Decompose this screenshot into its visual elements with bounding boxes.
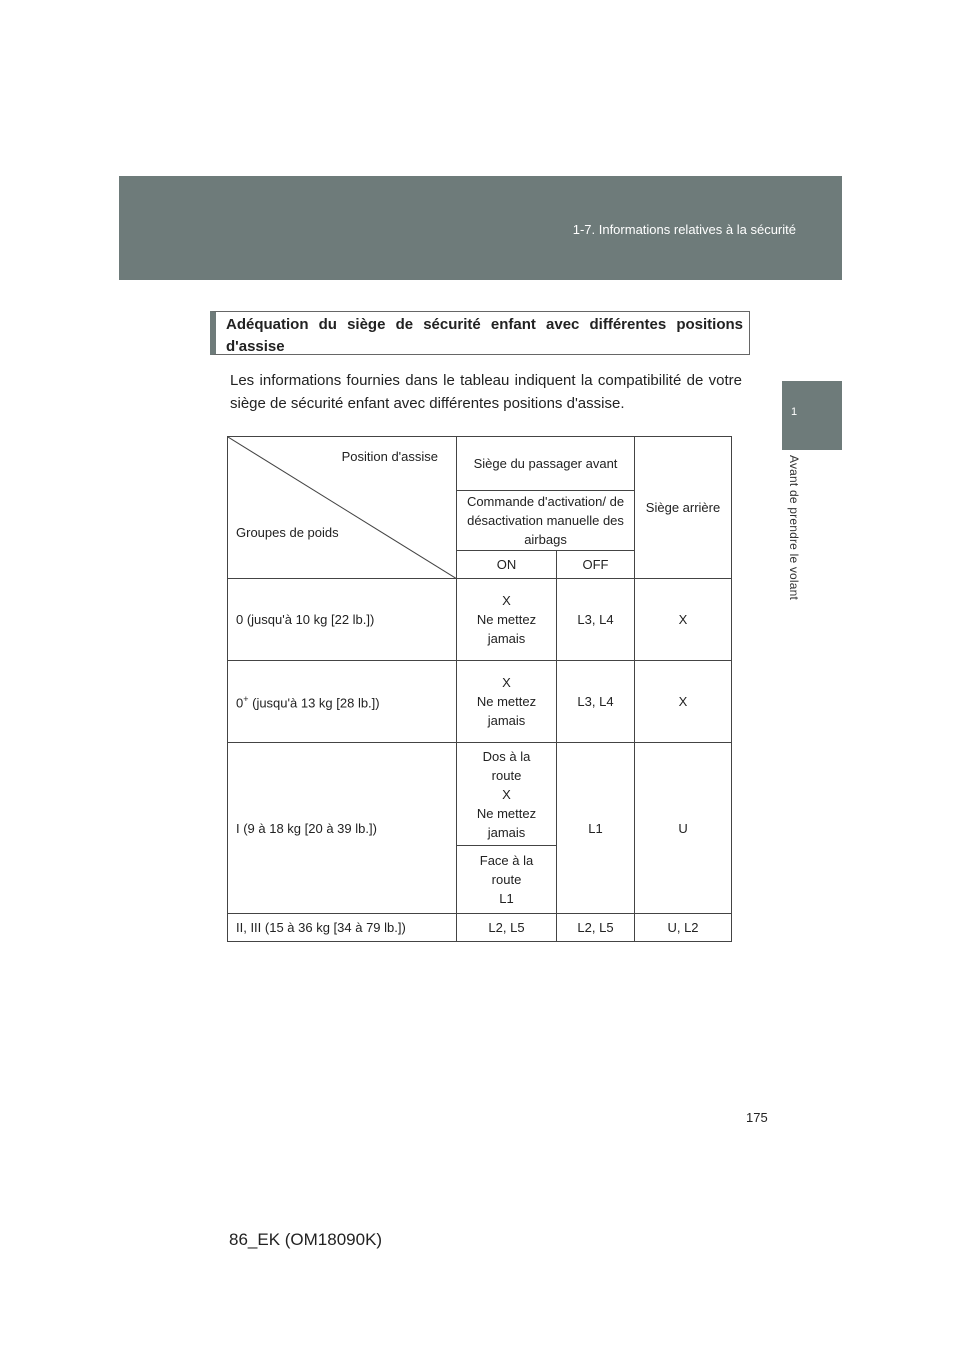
row-on-cell xyxy=(457,579,557,661)
row-on-line: X xyxy=(502,593,511,608)
header-off: OFF xyxy=(557,551,635,579)
row-group-rest: (jusqu'à 13 kg [28 lb.]) xyxy=(248,695,380,711)
row-on-cell xyxy=(457,743,557,846)
table-row xyxy=(228,743,732,846)
table-row xyxy=(228,661,732,743)
row-rear: X xyxy=(635,579,732,661)
chapter-tab xyxy=(782,381,842,450)
header-on: ON xyxy=(457,551,557,579)
row-group xyxy=(228,661,457,743)
row-on-line: L1 xyxy=(499,891,514,906)
row-on-cell-forward xyxy=(457,846,557,914)
header-airbag-switch: Commande d'activation/ de désactivation manuelle des airbags xyxy=(457,491,635,551)
corner-seating-position: Position d'assise xyxy=(341,449,438,464)
row-group-base: 0 xyxy=(236,695,244,711)
row-on-line: X xyxy=(502,675,511,690)
intro-paragraph: Les informations fournies dans le tableau indiquent la compatibilité de votre siège de sécurité enfant avec différentes positions d'assise. xyxy=(230,372,742,412)
chapter-number: 1 xyxy=(791,406,798,418)
table-row xyxy=(228,579,732,661)
row-group-sup: + xyxy=(243,694,249,705)
row-rear: U xyxy=(635,743,732,914)
row-group: II, III (15 à 36 kg [34 à 79 lb.]) xyxy=(228,914,457,942)
row-off: L2, L5 xyxy=(557,914,635,942)
compatibility-table xyxy=(227,436,732,942)
row-on: L2, L5 xyxy=(457,914,557,942)
row-on-line: Ne mettez xyxy=(476,805,537,821)
header-front-passenger: Siège du passager avant xyxy=(457,437,635,491)
row-on-line: jamais xyxy=(487,631,526,646)
row-rear: U, L2 xyxy=(635,914,732,942)
header-section-title: 1-7. Informations relatives à la sécurité xyxy=(572,222,796,237)
page-number: 175 xyxy=(746,1110,768,1125)
header-band xyxy=(119,176,842,280)
row-on-line: Dos à la xyxy=(482,748,531,764)
row-on-cell xyxy=(457,661,557,743)
corner-weight-groups: Groupes de poids xyxy=(236,525,339,540)
row-on-line: Face à la xyxy=(479,853,534,868)
row-on-line: Ne mettez xyxy=(476,612,537,627)
row-group: 0 (jusqu'à 10 kg [22 lb.]) xyxy=(228,579,457,661)
row-on-line: jamais xyxy=(487,824,526,840)
row-off: L3, L4 xyxy=(557,579,635,661)
row-rear: X xyxy=(635,661,732,743)
footer-code: 86_EK (OM18090K) xyxy=(229,1230,383,1249)
row-group: I (9 à 18 kg [20 à 39 lb.]) xyxy=(228,743,457,914)
row-on-line: X xyxy=(502,786,511,802)
row-on-line: route xyxy=(491,767,522,783)
row-off: L3, L4 xyxy=(557,661,635,743)
table-corner-cell xyxy=(228,437,457,579)
row-on-line: jamais xyxy=(487,713,526,728)
table-row xyxy=(228,914,732,942)
header-rear-seat: Siège arrière xyxy=(635,437,732,579)
section-title: Adéquation du siège de sécurité enfant avec différentes positions d'assise xyxy=(210,311,750,355)
row-on-line: route xyxy=(491,872,522,887)
chapter-label: Avant de prendre le volant xyxy=(787,455,801,601)
row-off: L1 xyxy=(557,743,635,914)
row-on-line: Ne mettez xyxy=(476,694,537,709)
